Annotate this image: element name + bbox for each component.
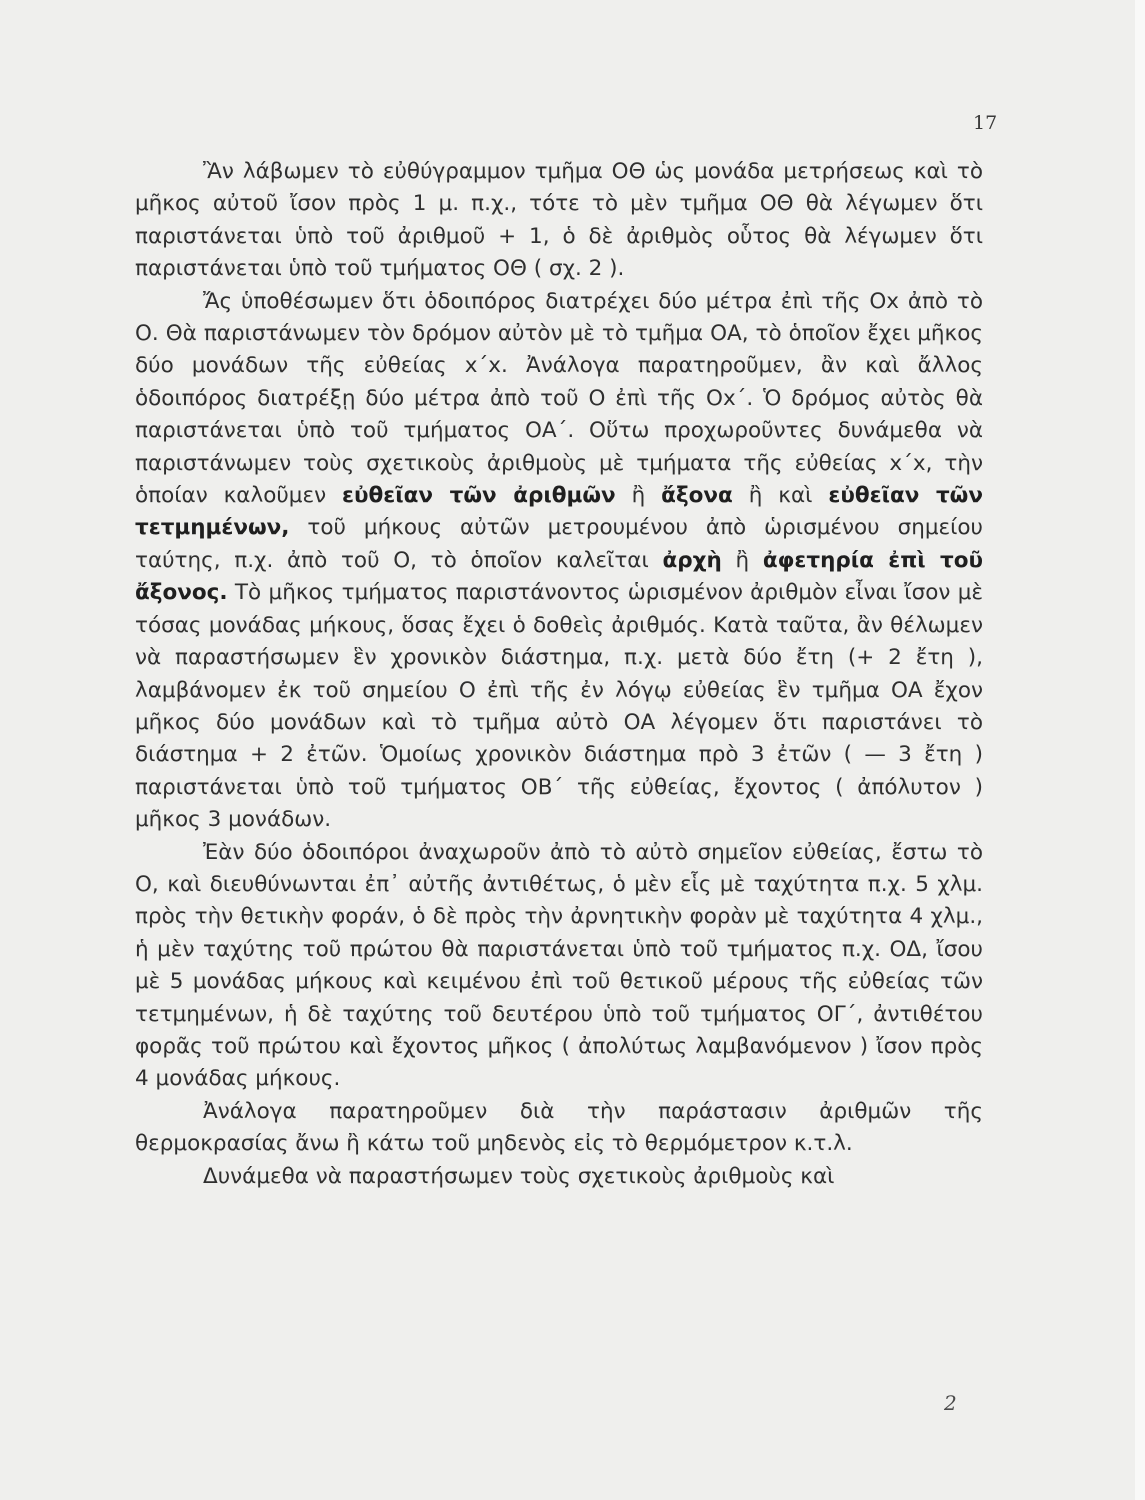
paragraph-4-text: Ἀνάλογα παρατηροῦμεν διὰ τὴν παράστασιν ἀριθμῶν τῆς θερμοκρασίας ἄνω ἢ κάτω τοῦ μηδενὸς εἰς τὸ θερμόμετρον κ.τ.λ.: [135, 1098, 983, 1157]
paragraph-2-text-c: ἢ καὶ: [732, 483, 829, 509]
body-text: [135, 156, 983, 1193]
term-origin: ἀρχὴ: [662, 547, 722, 573]
paragraph-2: [135, 286, 983, 837]
paragraph-5: [135, 1161, 983, 1193]
term-axis: ἄξονα: [661, 483, 733, 509]
paragraph-2-text-a: Ἄς ὑποθέσωμεν ὅτι ὁδοιπόρος διατρέχει δύο μέτρα ἐπὶ τῆς Οx ἀπὸ τὸ Ο. Θὰ παριστάνωμεν τὸν δρόμον αὐτὸν μὲ τὸ τμῆμα ΟΑ, τὸ ὁποῖον ἔχει μῆκος δύο μονάδων τῆς εὐθείας x΄x. Ἀνάλογα παρατηροῦμεν, ἂν καὶ ἄλλος ὁδοιπόρος διατρέξῃ δύο μέτρα ἀπὸ τοῦ Ο ἐπὶ τῆς Οx΄. Ὁ δρόμος αὐτὸς θὰ παριστάνεται ὑπὸ τοῦ τμήματος ΟΑ΄. Οὕτω προχωροῦντες δυνάμεθα νὰ παριστάνωμεν τοὺς σχετικοὺς ἀριθμοὺς μὲ τμήματα τῆς εὐθείας x΄x, τὴν ὁποίαν καλοῦμεν: [135, 288, 983, 509]
paragraph-2-text-f: Τὸ μῆκος τμήματος παριστάνοντος ὡρισμένον ἀριθμὸν εἶναι ἴσον μὲ τόσας μονάδας μήκους, ὅσας ἔχει ὁ δοθεὶς ἀριθμός. Κατὰ ταῦτα, ἂν θέλωμεν νὰ παραστήσωμεν ἓν χρονικὸν διάστημα, π.χ. μετὰ δύο ἔτη (+ 2 ἔτη ), λαμβάνομεν ἐκ τοῦ σημείου Ο ἐπὶ τῆς ἐν λόγῳ εὐθείας ἓν τμῆμα ΟΑ ἔχον μῆκος δύο μονάδων καὶ τὸ τμῆμα αὐτὸ ΟΑ λέγομεν ὅτι παριστάνει τὸ διάστημα + 2 ἐτῶν. Ὁμοίως χρονικὸν διάστημα πρὸ 3 ἐτῶν ( — 3 ἔτη ) παριστάνεται ὑπὸ τοῦ τμήματος ΟΒ΄ τῆς εὐθείας, ἔχοντος ( ἀπόλυτον ) μῆκος 3 μονάδων.: [135, 580, 983, 833]
paragraph-4: [135, 1096, 983, 1161]
paragraph-2-text-d: τοῦ μήκους αὐτῶν μετρουμένου ἀπὸ ὡρισμένου σημείου ταύτης, π.χ. ἀπὸ τοῦ Ο, τὸ ὁποῖον καλεῖται: [135, 515, 983, 573]
printer-signature-mark: 2: [944, 1391, 957, 1415]
paragraph-5-text: Δυνάμεθα νὰ παραστήσωμεν τοὺς σχετικοὺς ἀριθμοὺς καὶ: [203, 1163, 835, 1189]
term-line-of-abscissas: εὐθεῖαν τῶν τετμημένων,: [135, 483, 983, 541]
paragraph-2-text-e: ἢ: [721, 547, 763, 573]
paragraph-1-text: Ἂν λάβωμεν τὸ εὐθύγραμμον τμῆμα ΟΘ ὡς μονάδα μετρήσεως καὶ τὸ μῆκος αὐτοῦ ἴσον πρὸς 1 μ. π.χ., τότε τὸ μὲν τμῆμα ΟΘ θὰ λέγωμεν ὅτι παριστάνεται ὑπὸ τοῦ ἀριθμοῦ + 1, ὁ δὲ ἀριθμὸς οὗτος θὰ λέγωμεν ὅτι παριστάνεται ὑπὸ τοῦ τμήματος ΟΘ ( σχ. 2 ).: [135, 159, 983, 282]
term-starting-point-on-axis: ἀφετηρία ἐπὶ τοῦ ἄξονος.: [135, 547, 983, 606]
paragraph-3: [135, 837, 983, 1096]
paragraph-2-text-b: ἢ: [615, 483, 662, 509]
page-number: 17: [973, 112, 998, 134]
page-edge: [1135, 0, 1145, 1500]
term-line-of-numbers: εὐθεῖαν τῶν ἀριθμῶν: [342, 483, 616, 509]
paragraph-3-text: Ἐὰν δύο ὁδοιπόροι ἀναχωροῦν ἀπὸ τὸ αὐτὸ σημεῖον εὐθείας, ἔστω τὸ Ο, καὶ διευθύνωνται ἐπ᾽ αὐτῆς ἀντιθέτως, ὁ μὲν εἷς μὲ ταχύτητα π.χ. 5 χλμ. πρὸς τὴν θετικὴν φοράν, ὁ δὲ πρὸς τὴν ἀρνητικὴν φορὰν μὲ ταχύτητα 4 χλμ., ἡ μὲν ταχύτης τοῦ πρώτου θὰ παριστάνεται ὑπὸ τοῦ τμήματος π.χ. ΟΔ, ἴσου μὲ 5 μονάδας μήκους καὶ κειμένου ἐπὶ τοῦ θετικοῦ μέρους τῆς εὐθείας τῶν τετμημένων, ἡ δὲ ταχύτης τοῦ δευτέρου ὑπὸ τοῦ τμήματος ΟΓ΄, ἀντιθέτου φορᾶς τοῦ πρώτου καὶ ἔχοντος μῆκος ( ἀπολύτως λαμβανόμενον ) ἴσον πρὸς 4 μονάδας μήκους.: [135, 839, 983, 1092]
paragraph-1: [135, 156, 983, 286]
